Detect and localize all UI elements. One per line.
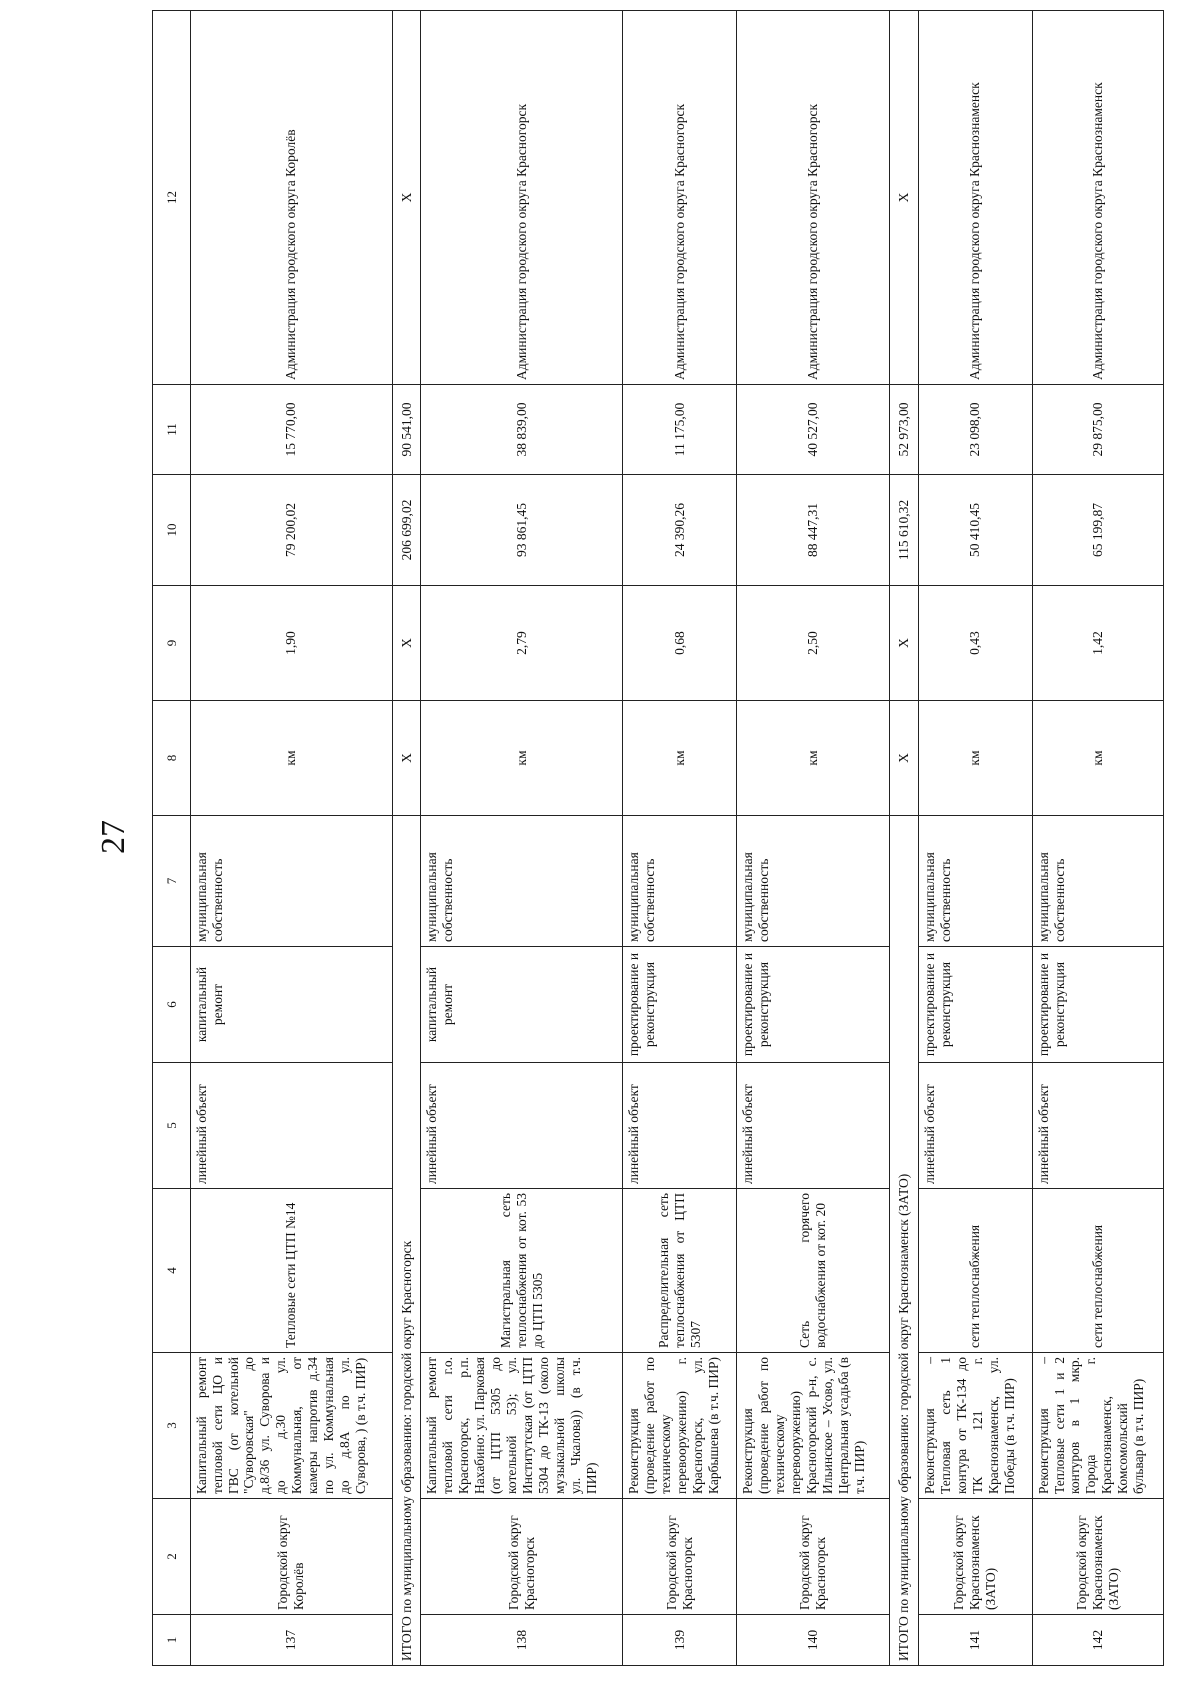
capacity-cell: 1,90 [190, 586, 392, 701]
header-cell: 12 [153, 11, 191, 385]
ownership-cell: муниципальная собственность [737, 816, 890, 947]
unit-cell: км [421, 701, 623, 816]
header-cell: 8 [153, 701, 191, 816]
municipality-cell: Городской округ Краснознаменск (ЗАТО) [1032, 1499, 1163, 1615]
ownership-cell: муниципальная собственность [421, 816, 623, 947]
total-customer: Х [890, 11, 919, 385]
capacity-cell: 1,42 [1032, 586, 1163, 701]
financing-cell: 15 770,00 [190, 385, 392, 475]
header-cell: 1 [153, 1615, 191, 1666]
total-cost: 206 699,02 [392, 475, 421, 586]
header-cell: 4 [153, 1189, 191, 1353]
total-cost-cell: 79 200,02 [190, 475, 392, 586]
object-type-cell: линейный объект [421, 1063, 623, 1189]
municipality-cell: Городской округ Красногорск [421, 1499, 623, 1615]
ownership-cell: муниципальная собственность [623, 816, 737, 947]
total-cost-cell: 65 199,87 [1032, 475, 1163, 586]
customer-cell: Администрация городского округа Красногорск [421, 11, 623, 385]
total-cost-cell: 50 410,45 [918, 475, 1032, 586]
capacity-cell: 2,79 [421, 586, 623, 701]
unit-cell: км [190, 701, 392, 816]
total-label: ИТОГО по муниципальному образованию: городской округ Краснознаменск (ЗАТО) [890, 816, 919, 1666]
customer-cell: Администрация городского округа Краснознаменск [1032, 11, 1163, 385]
page-number-text: 27 [95, 820, 132, 854]
total-cost-cell: 24 390,26 [623, 475, 737, 586]
work-type-cell: капитальный ремонт [421, 947, 623, 1063]
capacity-cell: 0,43 [918, 586, 1032, 701]
object-cell: Магистральная сеть теплоснабжения от кот. 53 до ЦТП 5305 [421, 1189, 623, 1353]
unit-cell: км [1032, 701, 1163, 816]
project-name-cell: Реконструкция – Тепловые сети 1 и 2 контуров в 1 мкр. Города г. Краснознаменск, Комсомольский бульвар (в т.ч. ПИР) [1032, 1353, 1163, 1499]
object-cell: Тепловые сети ЦТП №14 [190, 1189, 392, 1353]
project-name-cell: Капитальный ремонт тепловой сети ЦО и ГВС (от котельной "Суворовская" до д.8/36 ул. Суворова и до д.30 ул. Коммунальная, от камеры напротив д.34 по ул. Коммунальная до д.8А по ул. Суворова, ) (в т.ч. ПИР) [190, 1353, 392, 1499]
total-capacity: Х [392, 586, 421, 701]
table-row [190, 11, 392, 1666]
unit-cell: км [918, 701, 1032, 816]
work-type-cell: проектирование и реконструкция [623, 947, 737, 1063]
customer-cell: Администрация городского округа Красногорск [623, 11, 737, 385]
header-cell: 5 [153, 1063, 191, 1189]
header-cell: 10 [153, 475, 191, 586]
work-type-cell: проектирование и реконструкция [918, 947, 1032, 1063]
object-type-cell: линейный объект [190, 1063, 392, 1189]
total-unit: Х [392, 701, 421, 816]
unit-cell: км [623, 701, 737, 816]
work-type-cell: проектирование и реконструкция [737, 947, 890, 1063]
rotated-table-sheet [152, 82, 1164, 1666]
object-cell: сети теплоснабжения [918, 1189, 1032, 1353]
row-number: 142 [1032, 1615, 1163, 1666]
financing-cell: 38 839,00 [421, 385, 623, 475]
header-cell: 9 [153, 586, 191, 701]
customer-cell: Администрация городского округа Красногорск [737, 11, 890, 385]
row-number: 138 [421, 1615, 623, 1666]
project-name-cell: Реконструкция (проведение работ по техническому перевооружению) Красногорский р-н, с. Ильинское – Усово, ул. Центральная усадьба (в т.ч. ПИР) [737, 1353, 890, 1499]
project-name-cell: Реконструкция (проведение работ по техническому перевооружению) г. Красногорск, ул. Карбышева (в т.ч. ПИР) [623, 1353, 737, 1499]
customer-cell: Администрация городского округа Краснознаменск [918, 11, 1032, 385]
total-row [890, 11, 919, 1666]
financing-cell: 23 098,00 [918, 385, 1032, 475]
header-cell: 11 [153, 385, 191, 475]
municipality-cell: Городской округ Красногорск [737, 1499, 890, 1615]
object-type-cell: линейный объект [623, 1063, 737, 1189]
table-row [623, 11, 737, 1666]
total-cost: 115 610,32 [890, 475, 919, 586]
row-number: 140 [737, 1615, 890, 1666]
object-type-cell: линейный объект [918, 1063, 1032, 1189]
header-cell: 3 [153, 1353, 191, 1499]
page-number [84, 818, 144, 856]
total-capacity: Х [890, 586, 919, 701]
financing-cell: 29 875,00 [1032, 385, 1163, 475]
object-type-cell: линейный объект [1032, 1063, 1163, 1189]
header-cell: 7 [153, 816, 191, 947]
header-row [153, 11, 191, 1666]
row-number: 137 [190, 1615, 392, 1666]
total-financing: 52 973,00 [890, 385, 919, 475]
header-cell: 6 [153, 947, 191, 1063]
total-cost-cell: 88 447,31 [737, 475, 890, 586]
total-row [392, 11, 421, 1666]
header-cell: 2 [153, 1499, 191, 1615]
project-name-cell: Капитальный ремонт тепловой сети г.о. Красногорск, р.п. Нахабино: ул. Парковая (от ЦТП 5305 до котельной 53); ул. Институтская (от ЦТП 5304 до ТК-13 (около музыкальной школы ул. Чкалова)) (в т.ч. ПИР) [421, 1353, 623, 1499]
row-number: 139 [623, 1615, 737, 1666]
total-unit: Х [890, 701, 919, 816]
municipality-cell: Городской округ Краснознаменск (ЗАТО) [918, 1499, 1032, 1615]
ownership-cell: муниципальная собственность [1032, 816, 1163, 947]
unit-cell: км [737, 701, 890, 816]
financing-cell: 40 527,00 [737, 385, 890, 475]
project-name-cell: Реконструкция – Тепловая сеть 1 контура от ТК-134 до ТК 121 г. Краснознаменск, ул. Победы (в т.ч. ПИР) [918, 1353, 1032, 1499]
ownership-cell: муниципальная собственность [190, 816, 392, 947]
object-cell: Сеть горячего водоснабжения от кот. 20 [737, 1189, 890, 1353]
financing-cell: 11 175,00 [623, 385, 737, 475]
table-row [1032, 11, 1163, 1666]
total-financing: 90 541,00 [392, 385, 421, 475]
customer-cell: Администрация городского округа Королёв [190, 11, 392, 385]
capacity-cell: 0,68 [623, 586, 737, 701]
total-customer: Х [392, 11, 421, 385]
table-row [918, 11, 1032, 1666]
object-cell: Распределительная сеть теплоснабжения от ЦТП 5307 [623, 1189, 737, 1353]
total-label: ИТОГО по муниципальному образованию: городской округ Красногорск [392, 816, 421, 1666]
object-cell: сети теплоснабжения [1032, 1189, 1163, 1353]
municipality-cell: Городской округ Королёв [190, 1499, 392, 1615]
capacity-cell: 2,50 [737, 586, 890, 701]
work-type-cell: капитальный ремонт [190, 947, 392, 1063]
table-row [737, 11, 890, 1666]
ownership-cell: муниципальная собственность [918, 816, 1032, 947]
total-cost-cell: 93 861,45 [421, 475, 623, 586]
investment-program-table [152, 10, 1164, 1666]
municipality-cell: Городской округ Красногорск [623, 1499, 737, 1615]
table-row [421, 11, 623, 1666]
object-type-cell: линейный объект [737, 1063, 890, 1189]
work-type-cell: проектирование и реконструкция [1032, 947, 1163, 1063]
row-number: 141 [918, 1615, 1032, 1666]
